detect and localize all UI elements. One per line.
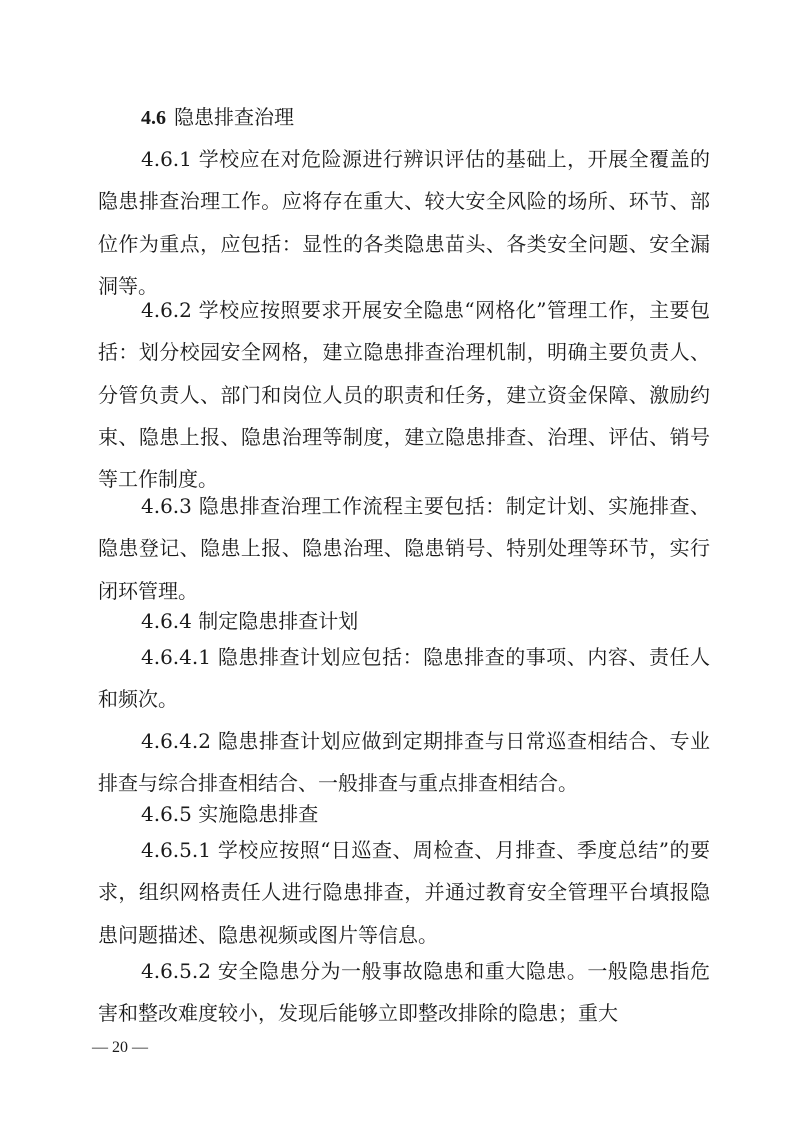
section-title: 隐患排查治理 (174, 105, 294, 129)
paragraph-4-6-5-1: 4.6.5.1 学校应按照“日巡查、周检查、月排查、季度总结”的要求，组织网格责任人进行隐患排查，并通过教育安全管理平台填报隐患问题描述、隐患视频或图片等信息。 (98, 838, 710, 947)
section-heading (141, 102, 294, 133)
paragraph-4-6-1: 4.6.1 学校应在对危险源进行辨识评估的基础上，开展全覆盖的隐患排查治理工作。应将存在重大、较大安全风险的场所、环节、部位作为重点，应包括：显性的各类隐患苗头、各类安全问题、安全漏洞等。 (98, 147, 710, 298)
paragraph-4-6-4-2: 4.6.4.2 隐患排查计划应做到定期排查与日常巡查相结合、专业排查与综合排查相结合、一般排查与重点排查相结合。 (98, 729, 710, 796)
subheading-4-6-5: 4.6.5 实施隐患排查 (141, 802, 319, 826)
subheading-4-6-4: 4.6.4 制定隐患排查计划 (141, 609, 359, 633)
paragraph-4-6-2: 4.6.2 学校应按照要求开展安全隐患“网格化”管理工作，主要包括：划分校园安全网格，建立隐患排查治理机制，明确主要负责人、分管负责人、部门和岗位人员的职责和任务，建立资金保障、激励约束、隐患上报、隐患治理等制度，建立隐患排查、治理、评估、销号等工作制度。 (98, 298, 710, 492)
paragraph-4-6-4-1: 4.6.4.1 隐患排查计划应包括：隐患排查的事项、内容、责任人和频次。 (98, 645, 710, 712)
section-number: 4.6 (141, 107, 166, 129)
paragraph-4-6-5-2: 4.6.5.2 安全隐患分为一般事故隐患和重大隐患。一般隐患指危害和整改难度较小，发现后能够立即整改排除的隐患；重大 (98, 959, 710, 1026)
page-number: — 20 — (92, 1039, 148, 1056)
paragraph-4-6-3: 4.6.3 隐患排查治理工作流程主要包括：制定计划、实施排查、隐患登记、隐患上报、隐患治理、隐患销号、特别处理等环节，实行闭环管理。 (98, 494, 710, 603)
